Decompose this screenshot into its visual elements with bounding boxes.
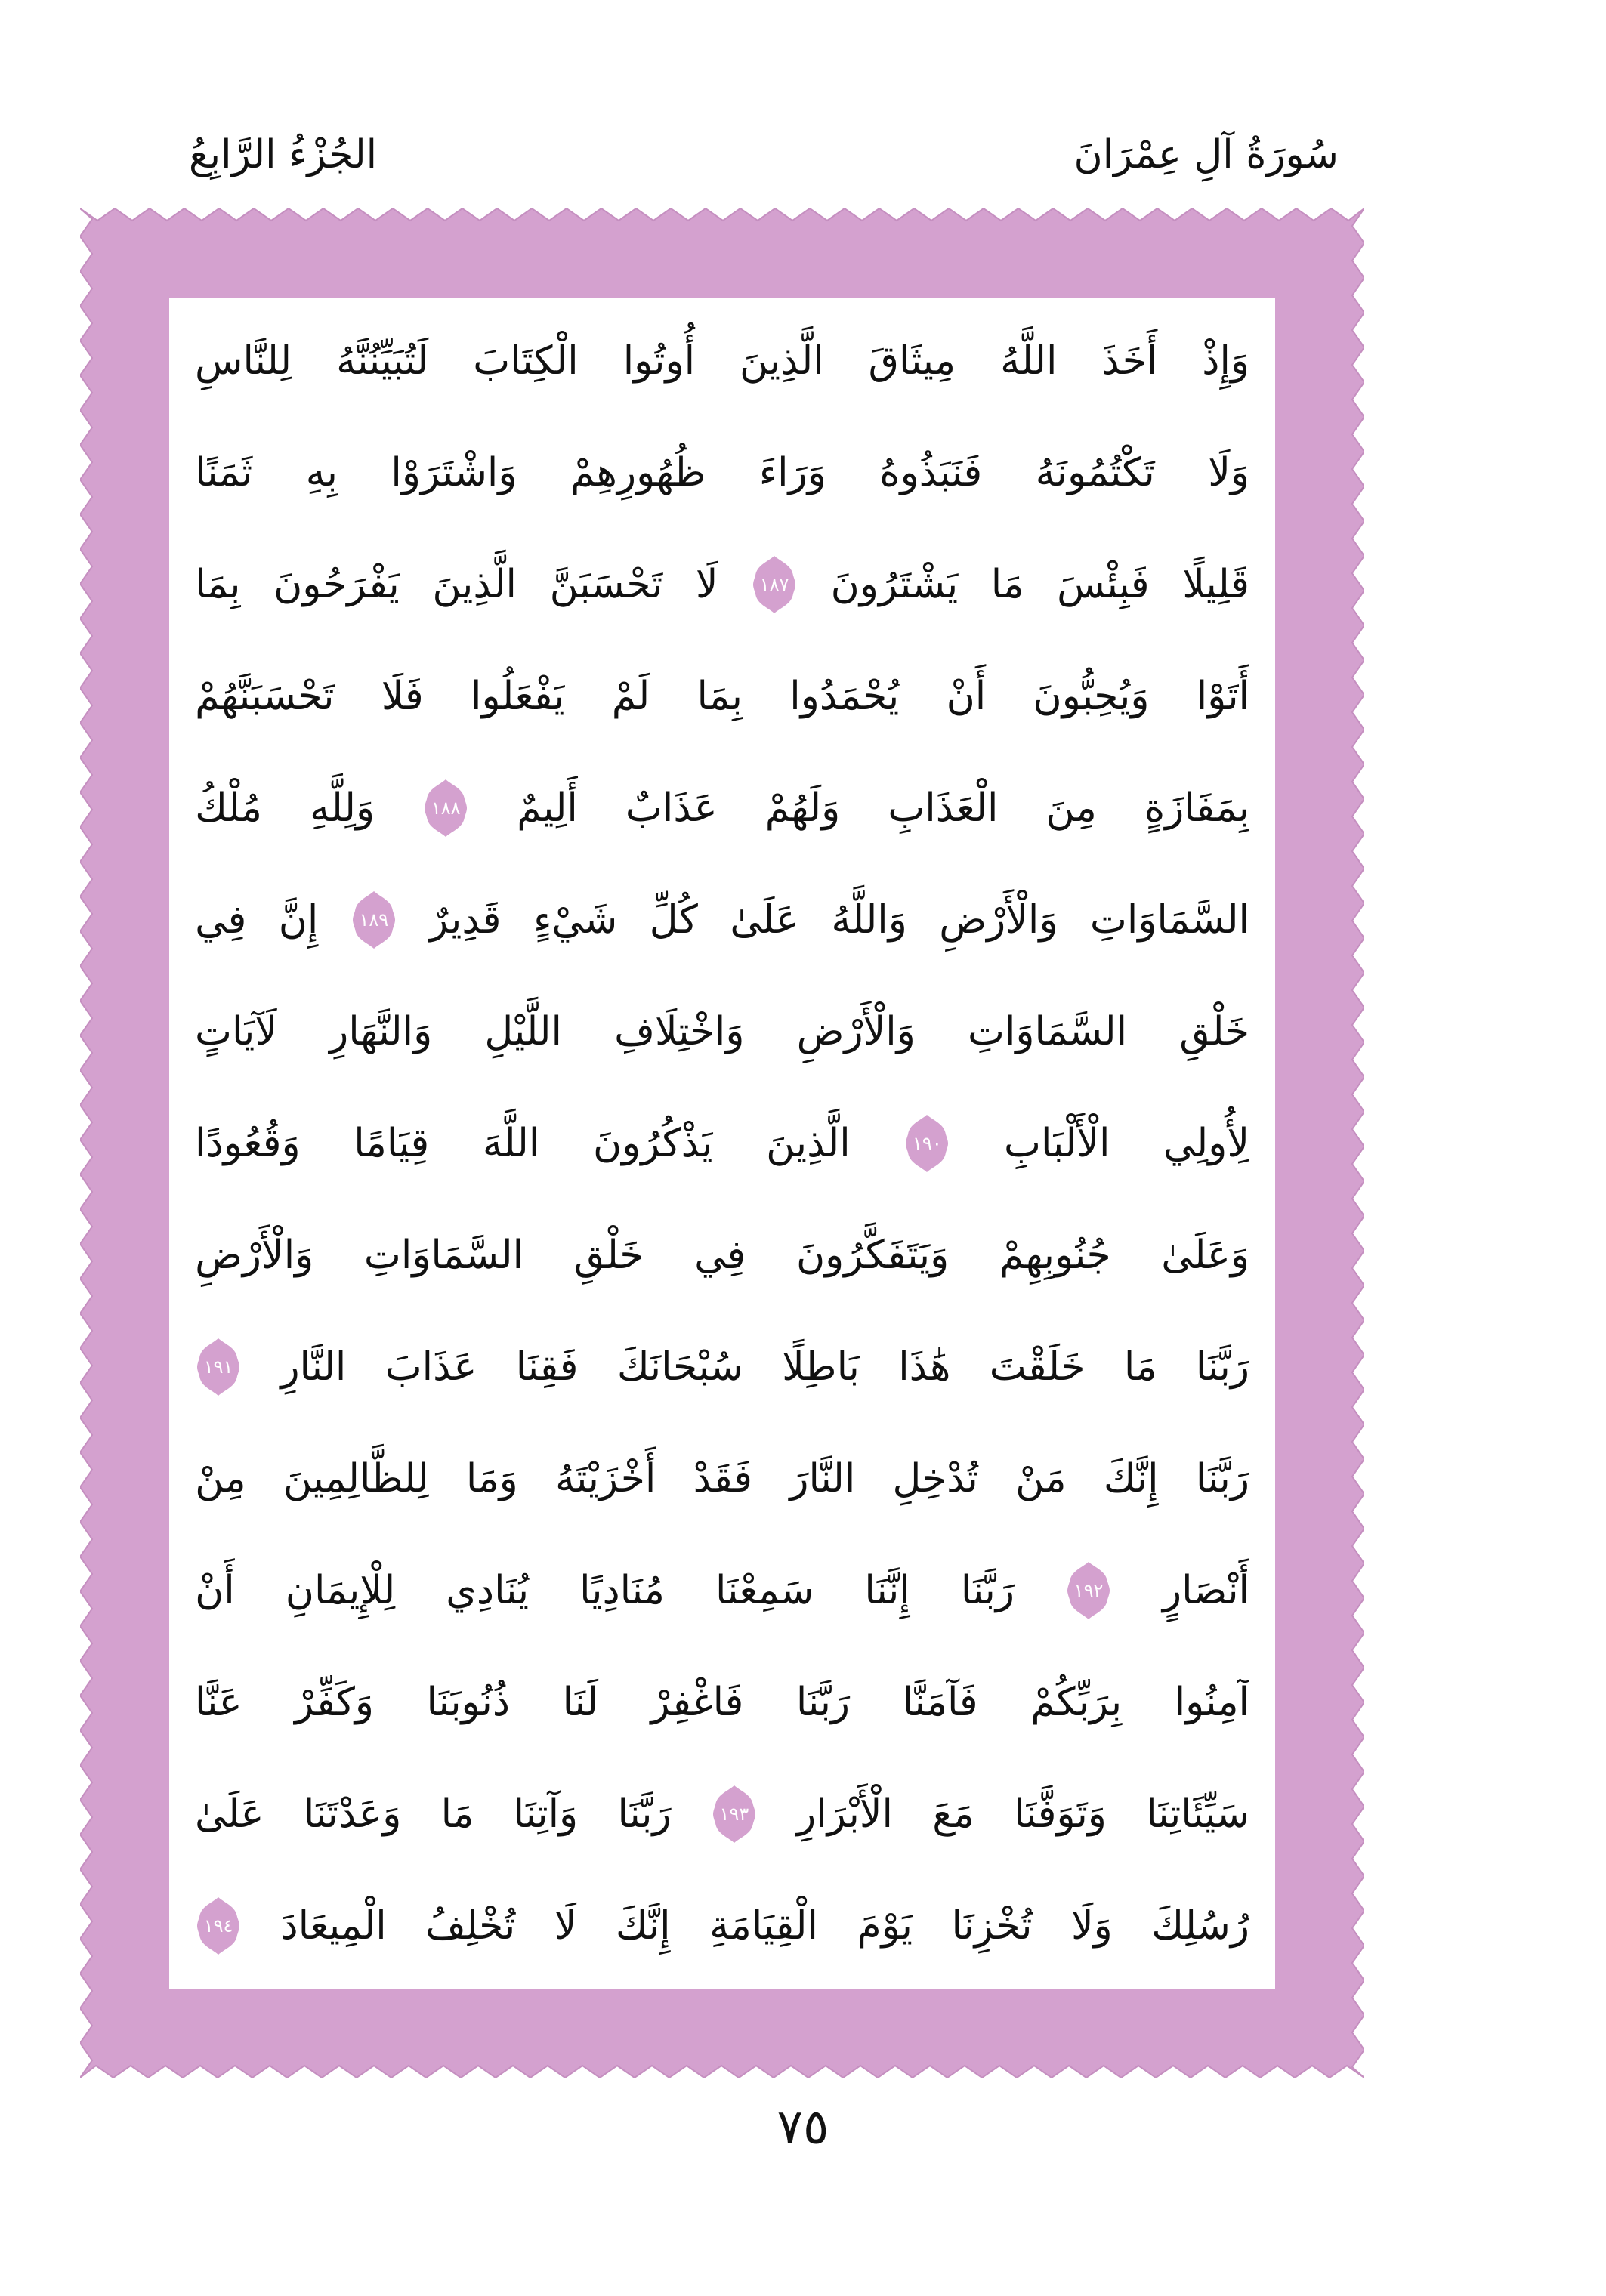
- quran-word: عَلَىٰ: [195, 1791, 264, 1837]
- quran-word: رَبَّنَا: [1195, 1344, 1249, 1390]
- quran-word: بِرَبِّكُمْ: [1030, 1680, 1123, 1725]
- quran-word: الَّذِينَ: [432, 562, 517, 607]
- quran-word: الْكِتَابَ: [473, 338, 579, 384]
- quran-word: فَقَدْ: [693, 1456, 753, 1501]
- quran-word: قَلِيلًا: [1182, 562, 1249, 607]
- quran-word: عَلَىٰ: [730, 897, 799, 943]
- ayah-number-marker: [195, 1337, 242, 1397]
- quran-word: لَتُبَيِّنُنَّهُ: [336, 338, 429, 384]
- quran-word: سُبْحَانَكَ: [616, 1344, 743, 1390]
- quran-word: فَلَا: [381, 674, 424, 719]
- quran-word: بِهِ: [305, 450, 338, 495]
- quran-word: وَالْأَرْضِ: [796, 1009, 916, 1054]
- quran-word: السَّمَاوَاتِ: [1089, 897, 1249, 943]
- quran-word: رَبَّنَا: [960, 1568, 1015, 1613]
- quran-word: وَإِذْ: [1202, 338, 1249, 384]
- quran-word: ذُنُوبَنَا: [426, 1680, 511, 1725]
- quran-word: تَحْسَبَنَّهُمْ: [195, 674, 335, 719]
- text-line: [195, 1758, 1249, 1870]
- quran-word: بِمَا: [195, 562, 241, 607]
- quran-word: سَمِعْنَا: [715, 1568, 814, 1613]
- quran-word: خَلَقْتَ: [989, 1344, 1086, 1390]
- quran-word: وَعَلَىٰ: [1161, 1233, 1249, 1278]
- ayah-number: ١٨٨: [431, 798, 461, 819]
- ornamental-frame: [80, 208, 1364, 2078]
- quran-word: يَوْمَ: [857, 1903, 913, 1949]
- quran-word: تُدْخِلِ: [892, 1456, 978, 1501]
- quran-word: إِنَّ: [278, 897, 319, 943]
- text-line: [195, 529, 1249, 640]
- quran-word: أَتَوْا: [1196, 674, 1249, 719]
- quran-word: اللَّهَ: [482, 1121, 540, 1166]
- quran-word: يُنَادِي: [446, 1568, 530, 1613]
- quran-word: قِيَامًا: [354, 1121, 430, 1166]
- quran-word: تُخْلِفُ: [425, 1903, 516, 1949]
- quran-word: وَكَفِّرْ: [295, 1680, 374, 1725]
- quran-word: بَاطِلًا: [782, 1344, 860, 1390]
- quran-word: إِنَّكَ: [615, 1903, 671, 1949]
- quran-word: تَكْتُمُونَهُ: [1035, 450, 1155, 495]
- quran-word: رَبَّنَا: [1195, 1456, 1249, 1501]
- quran-word: يَفْرَحُونَ: [273, 562, 400, 607]
- quran-word: لَآيَاتٍ: [195, 1009, 277, 1054]
- quran-word: النَّارِ: [280, 1344, 347, 1390]
- quran-word: مِيثَاقَ: [868, 338, 956, 384]
- quran-word: أَخْزَيْتَهُ: [554, 1456, 656, 1501]
- quran-word: فِي: [195, 897, 247, 943]
- quran-word: ثَمَنًا: [195, 450, 253, 495]
- quran-word: الَّذِينَ: [740, 338, 824, 384]
- quran-word: السَّمَاوَاتِ: [967, 1009, 1128, 1054]
- quran-word: خَلْقِ: [1179, 1009, 1249, 1054]
- quran-word: يَشْتَرُونَ: [830, 562, 959, 607]
- quran-word: النَّارَ: [789, 1456, 856, 1501]
- quran-word: فَآمَنَّا: [902, 1680, 978, 1725]
- quran-word: رُسُلِكَ: [1151, 1903, 1249, 1949]
- quran-word: وَآتِنَا: [513, 1791, 579, 1837]
- quran-word: لِلنَّاسِ: [195, 338, 292, 384]
- surah-name: سُورَةُ آلِ عِمْرَانَ: [1073, 132, 1339, 177]
- quran-word: مُلْكُ: [195, 785, 263, 831]
- quran-word: بِمَا: [696, 674, 743, 719]
- quran-word: مِنْ: [195, 1456, 246, 1501]
- quran-word: وَيَتَفَكَّرُونَ: [795, 1233, 950, 1278]
- quran-word: فَبِئْسَ: [1057, 562, 1150, 607]
- quran-word: لَنَا: [562, 1680, 598, 1725]
- ayah-number: ١٩١: [203, 1356, 233, 1378]
- quran-word: كُلِّ: [649, 897, 698, 943]
- quran-word: الَّذِينَ: [766, 1121, 851, 1166]
- text-line: [195, 1311, 1249, 1423]
- quran-word: وَعَدْتَنَا: [303, 1791, 402, 1837]
- quran-word: وَلِلَّهِ: [310, 785, 375, 831]
- quran-word: أَنْصَارٍ: [1163, 1568, 1249, 1613]
- juz-name: الجُزْءُ الرَّابِعُ: [189, 132, 378, 177]
- quran-word: وَيُحِبُّونَ: [1033, 674, 1150, 719]
- quran-word: وَرَاءَ: [758, 450, 826, 495]
- quran-word: تَحْسَبَنَّ: [549, 562, 663, 607]
- quran-word: أَخَذَ: [1101, 338, 1158, 384]
- text-line: [195, 1646, 1249, 1758]
- quran-word: الْأَلْبَابِ: [1003, 1121, 1110, 1166]
- quran-word: وَلَا: [1208, 450, 1249, 495]
- page-header: [0, 113, 1606, 196]
- quran-word: ظُهُورِهِمْ: [570, 450, 706, 495]
- quran-word: مَا: [1123, 1344, 1157, 1390]
- quran-word: وَاللَّهُ: [831, 897, 907, 943]
- ayah-number-marker: [195, 1896, 242, 1956]
- quran-word: هَٰذَا: [898, 1344, 951, 1390]
- quran-word: مَا: [990, 562, 1024, 607]
- ayah-number: ١٩٠: [913, 1133, 942, 1154]
- ayah-number-marker: [351, 890, 397, 950]
- ayah-number: ١٩٤: [203, 1915, 233, 1936]
- quran-word: إِنَّنَا: [864, 1568, 910, 1613]
- quran-word: عَذَابٌ: [625, 785, 718, 831]
- quran-word: أُوتُوا: [622, 338, 696, 384]
- text-line: [195, 976, 1249, 1088]
- text-line: [195, 305, 1249, 417]
- ayah-number-marker: [903, 1113, 950, 1174]
- quran-word: لِأُولِي: [1163, 1121, 1249, 1166]
- quran-word: يَذْكُرُونَ: [592, 1121, 713, 1166]
- text-line: [195, 1199, 1249, 1311]
- quran-word: فَقِنَا: [515, 1344, 579, 1390]
- quran-word: السَّمَاوَاتِ: [363, 1233, 524, 1278]
- quran-word: مِنَ: [1045, 785, 1097, 831]
- quran-word: لَا: [554, 1903, 577, 1949]
- ayah-number-marker: [1065, 1560, 1112, 1621]
- quran-word: لِلظَّالِمِينَ: [283, 1456, 429, 1501]
- quran-word: لِلْإِيمَانِ: [285, 1568, 396, 1613]
- quran-word: اللَّهُ: [1000, 338, 1058, 384]
- quran-word: وَاشْتَرَوْا: [391, 450, 517, 495]
- ayah-number: ١٨٧: [759, 574, 789, 595]
- quran-word: وَالْأَرْضِ: [195, 1233, 314, 1278]
- text-line: [195, 1088, 1249, 1199]
- quran-word: مَنْ: [1015, 1456, 1067, 1501]
- quran-word: الْأَبْرَارِ: [797, 1791, 893, 1837]
- quran-word: فَنَبَذُوهُ: [879, 450, 983, 495]
- ayah-number: ١٩٣: [719, 1804, 749, 1825]
- quran-word: الْمِيعَادَ: [280, 1903, 387, 1949]
- quran-word: لَمْ: [611, 674, 650, 719]
- ayah-number: ١٩٢: [1073, 1580, 1104, 1601]
- quran-word: سَيِّئَاتِنَا: [1146, 1791, 1249, 1837]
- text-line: [195, 752, 1249, 864]
- quran-word: الْعَذَابِ: [888, 785, 999, 831]
- quran-word: الْقِيَامَةِ: [709, 1903, 818, 1949]
- quran-word: وَلَا: [1071, 1903, 1113, 1949]
- text-line: [195, 1423, 1249, 1535]
- text-line: [195, 1870, 1249, 1982]
- page-number: ٧٥: [777, 2100, 829, 2156]
- quran-word: وَلَهُمْ: [764, 785, 841, 831]
- quran-word: قَدِيرٌ: [429, 897, 502, 943]
- ayah-number-marker: [711, 1784, 758, 1844]
- quran-word: عَنَّا: [195, 1680, 242, 1725]
- ayah-number-marker: [422, 778, 469, 838]
- quran-word: اللَّيْلِ: [484, 1009, 562, 1054]
- quran-word: مَعَ: [932, 1791, 974, 1837]
- quran-word: مُنَادِيًا: [579, 1568, 666, 1613]
- quran-word: وَتَوَفَّنَا: [1014, 1791, 1107, 1837]
- text-line: [195, 417, 1249, 529]
- text-line: [195, 864, 1249, 976]
- ayah-number: ١٨٩: [359, 909, 389, 930]
- quran-word: جُنُوبِهِمْ: [999, 1233, 1111, 1278]
- ayah-number-marker: [751, 554, 798, 615]
- quran-word: أَنْ: [946, 674, 987, 719]
- quran-word: لَا: [695, 562, 718, 607]
- quran-word: خَلْقِ: [573, 1233, 644, 1278]
- quran-word: أَلِيمٌ: [517, 785, 578, 831]
- quran-word: يُحْمَدُوا: [789, 674, 900, 719]
- quran-word: أَنْ: [195, 1568, 235, 1613]
- quran-word: إِنَّكَ: [1103, 1456, 1159, 1501]
- quran-word: مَا: [440, 1791, 474, 1837]
- quran-word: شَيْءٍ: [533, 897, 618, 943]
- quran-word: آمِنُوا: [1174, 1680, 1249, 1725]
- quran-word: تُخْزِنَا: [951, 1903, 1033, 1949]
- quran-text-area: [169, 298, 1275, 1989]
- quran-word: وَمَا: [465, 1456, 518, 1501]
- quran-word: وَاخْتِلَافِ: [614, 1009, 745, 1054]
- quran-word: فَاغْفِرْ: [650, 1680, 744, 1725]
- quran-word: رَبَّنَا: [795, 1680, 851, 1725]
- quran-word: وَالنَّهَارِ: [329, 1009, 433, 1054]
- quran-word: بِمَفَازَةٍ: [1144, 785, 1249, 831]
- quran-word: فِي: [694, 1233, 746, 1278]
- quran-word: يَفْعَلُوا: [471, 674, 565, 719]
- quran-word: وَالْأَرْضِ: [939, 897, 1058, 943]
- quran-word: رَبَّنَا: [617, 1791, 672, 1837]
- text-line: [195, 1535, 1249, 1646]
- text-line: [195, 640, 1249, 752]
- quran-word: عَذَابَ: [385, 1344, 477, 1390]
- quran-word: وَقُعُودًا: [195, 1121, 301, 1166]
